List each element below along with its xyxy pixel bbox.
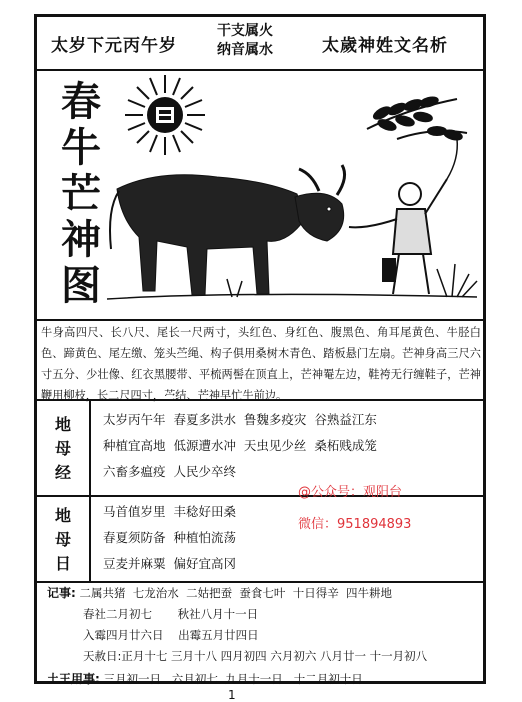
notes-row-4: 天赦日:正月十七 三月十八 四月初四 六月初六 八月廿一 十一月初八 — [83, 649, 428, 663]
label-char: 母 — [54, 439, 71, 458]
dimu-ri-section — [37, 495, 483, 583]
verse-line: 马首值岁里 丰稔好田桑 — [103, 504, 236, 519]
ox-description: 牛身高四尺、长八尺、尾长一尺两寸，头红色、身红色、腹黑色、角耳尾黄色、牛胫白色、蹄黄色、尾左缴、笼头苎绳、构子俱用桑树木青色、踏板悬门左扇。芒神身高三尺六寸五分、少壮像、红衣黑腰带、平梳两髻在顶直上，芒神罨左边，鞋袴无行缠鞋子，芒神鞭用柳枝，长二尺四寸，苎结、芒神早忙牛前边。 — [41, 326, 481, 402]
earth-king-row — [47, 669, 427, 690]
verse-line: 太岁丙午年 春夏多洪水 鲁魏多疫灾 谷熟益江东 — [103, 412, 377, 427]
label-char: 母 — [54, 530, 71, 549]
dimu-jing-section — [37, 399, 483, 497]
label-char: 地 — [54, 506, 71, 525]
notes-row-1 — [47, 583, 427, 604]
title-char: 春 — [61, 79, 101, 125]
verse-line: 豆麦并麻粟 偏好宜高冈 — [103, 556, 236, 571]
verse-line: 六畜多瘟疫 人民少卒终 — [103, 464, 236, 479]
watermark-account: @公众号：观阳台 — [298, 485, 403, 500]
notes-row-2: 春社二月初七 秋社八月十一日 — [83, 607, 259, 621]
title-char: 牛 — [61, 125, 101, 171]
nayin-line: 纳音属水 — [217, 42, 273, 58]
notes-text: 二属共猪 七龙治水 二姑把蚕 蚕食七叶 十日得辛 四牛耕地 — [79, 586, 393, 600]
header — [37, 17, 483, 71]
year-title: 太岁下元丙午岁 — [51, 36, 177, 56]
title-char: 图 — [61, 263, 101, 309]
label-char: 经 — [54, 463, 71, 482]
mangshen-figure — [349, 139, 457, 294]
title-char: 神 — [61, 217, 101, 263]
sun-icon — [125, 75, 205, 155]
label-char: 地 — [54, 415, 71, 434]
notes-label: 记事: — [47, 586, 76, 600]
notes-row-3: 入霉四月廿六日 出霉五月廿四日 — [83, 628, 259, 642]
almanac-page — [34, 14, 486, 684]
dimu-ri-verses — [103, 499, 236, 577]
ox-figure — [110, 165, 345, 295]
dimu-jing-label — [37, 401, 91, 497]
ganzhi-info — [217, 22, 273, 60]
earth-king-label: 土王用事: — [47, 672, 100, 686]
title-char: 芒 — [61, 171, 101, 217]
verse-line: 春夏须防备 种植怕流荡 — [103, 530, 236, 545]
ganzhi-line: 干支属火 — [217, 23, 273, 39]
spring-ox-illustration — [37, 69, 483, 321]
label-char: 日 — [54, 554, 71, 573]
dimu-ri-label — [37, 497, 91, 583]
dimu-jing-verses — [103, 407, 377, 485]
verse-line: 种植宜高地 低源遭水冲 天虫见少丝 桑柘贱成笼 — [103, 438, 377, 453]
taisui-name: 太歲神姓文名析 — [322, 36, 448, 56]
watermark-wechat: 微信：951894893 — [298, 517, 412, 532]
ox-drawing — [37, 69, 483, 319]
page-number: 1 — [228, 688, 236, 702]
earth-king-dates: 三月初一日 六月初七 九月十一日 十二月初十日 — [103, 672, 363, 686]
rice-stalk-icon — [367, 96, 467, 141]
ground-line — [107, 294, 477, 299]
notes-section — [47, 583, 427, 690]
